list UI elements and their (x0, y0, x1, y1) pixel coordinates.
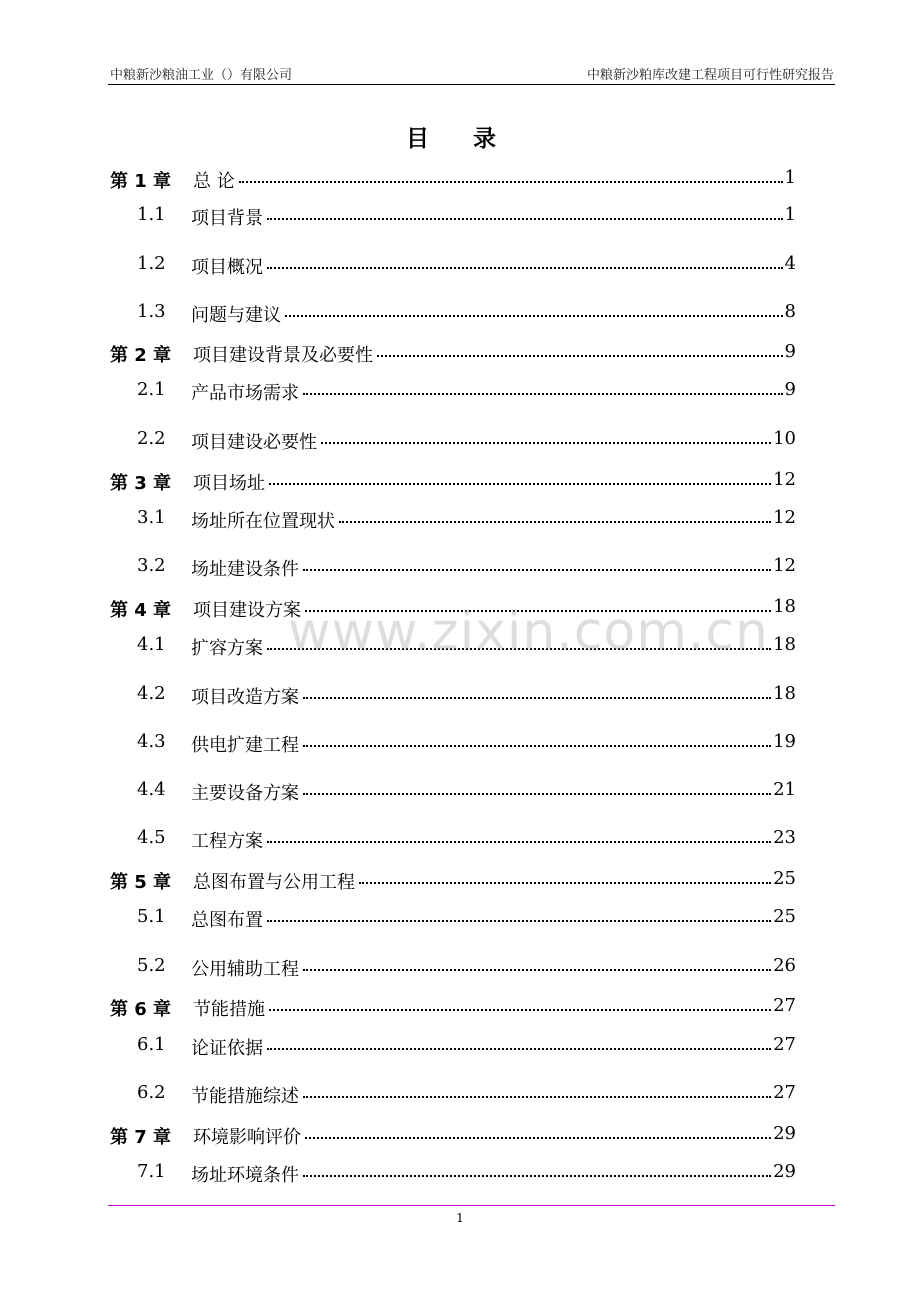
toc-entry-page: 18 (773, 683, 796, 704)
toc-entry-5.2[interactable] (0, 955, 920, 981)
toc-entry-6.1[interactable] (0, 1034, 920, 1060)
toc-dot-leader (267, 841, 771, 843)
toc-dot-leader (321, 442, 771, 444)
toc-entry-ch5[interactable] (0, 868, 920, 894)
toc-entry-page: 12 (773, 507, 796, 528)
toc-entry-page: 18 (773, 634, 796, 655)
toc-title: 目 录 (405, 126, 514, 152)
toc-entry-5.1[interactable] (0, 906, 920, 932)
toc-entry-number: 3.1 (137, 507, 166, 528)
toc-entry-page: 27 (773, 1082, 796, 1103)
toc-entry-page: 27 (773, 995, 796, 1016)
toc-entry-page: 1 (784, 204, 796, 225)
toc-dot-leader (303, 745, 771, 747)
toc-entry-label: 项目建设必要性 (191, 432, 317, 453)
toc-dot-leader (303, 393, 783, 395)
toc-dot-leader (303, 1096, 771, 1098)
toc-entry-page: 9 (784, 379, 796, 400)
toc-entry-4.5[interactable] (0, 827, 920, 853)
toc-entry-page: 1 (784, 167, 796, 188)
toc-dot-leader (303, 793, 771, 795)
toc-entry-number: 第 1 章 (110, 171, 172, 192)
toc-entry-3.1[interactable] (0, 507, 920, 533)
toc-entry-page: 29 (773, 1161, 796, 1182)
toc-entry-number: 4.1 (137, 634, 166, 655)
toc-entry-page: 19 (773, 731, 796, 752)
toc-entry-ch3[interactable] (0, 469, 920, 495)
toc-entry-label: 场址建设条件 (191, 559, 299, 580)
toc-entry-page: 10 (773, 428, 796, 449)
toc-entry-label: 场址所在位置现状 (191, 511, 335, 532)
page-header-left: 中粮新沙粮油工业（）有限公司 (110, 68, 293, 83)
toc-entry-page: 29 (773, 1123, 796, 1144)
toc-entry-label: 总 论 (193, 171, 235, 192)
toc-entry-page: 9 (784, 341, 796, 362)
toc-entry-number: 第 2 章 (110, 345, 172, 366)
toc-entry-number: 1.2 (137, 253, 166, 274)
toc-entry-page: 26 (773, 955, 796, 976)
toc-entry-4.2[interactable] (0, 683, 920, 709)
toc-entry-1.1[interactable] (0, 204, 920, 230)
toc-entry-label: 总图布置 (191, 910, 263, 931)
toc-entry-label: 主要设备方案 (191, 783, 299, 804)
toc-entry-label: 扩容方案 (191, 638, 263, 659)
toc-entry-label: 项目改造方案 (191, 687, 299, 708)
page-number: 1 (456, 1211, 464, 1225)
toc-entry-4.3[interactable] (0, 731, 920, 757)
toc-entry-label: 场址环境条件 (191, 1165, 299, 1186)
toc-entry-label: 项目建设背景及必要性 (193, 345, 373, 366)
toc-entry-label: 总图布置与公用工程 (193, 872, 355, 893)
toc-dot-leader (239, 181, 783, 183)
toc-dot-leader (359, 882, 771, 884)
toc-entry-label: 项目背景 (191, 208, 263, 229)
toc-dot-leader (269, 483, 771, 485)
toc-entry-label: 项目概况 (191, 257, 263, 278)
toc-entry-4.4[interactable] (0, 779, 920, 805)
toc-entry-number: 5.1 (137, 906, 166, 927)
toc-entry-number: 3.2 (137, 555, 166, 576)
toc-entry-2.2[interactable] (0, 428, 920, 454)
toc-dot-leader (377, 355, 783, 357)
toc-dot-leader (339, 521, 771, 523)
toc-entry-number: 4.2 (137, 683, 166, 704)
toc-dot-leader (305, 1137, 771, 1139)
toc-entry-ch2[interactable] (0, 341, 920, 367)
toc-entry-label: 节能措施 (193, 999, 265, 1020)
toc-dot-leader (285, 315, 783, 317)
toc-entry-page: 23 (773, 827, 796, 848)
toc-dot-leader (303, 569, 771, 571)
toc-dot-leader (267, 267, 783, 269)
toc-entry-number: 2.2 (137, 428, 166, 449)
toc-entry-number: 第 4 章 (110, 600, 172, 621)
toc-entry-label: 产品市场需求 (191, 383, 299, 404)
toc-dot-leader (267, 1048, 771, 1050)
toc-entry-number: 7.1 (137, 1161, 166, 1182)
toc-entry-number: 6.1 (137, 1034, 166, 1055)
toc-entry-number: 1.3 (137, 301, 166, 322)
toc-entry-page: 12 (773, 469, 796, 490)
footer-rule (108, 1205, 835, 1206)
toc-entry-number: 6.2 (137, 1082, 166, 1103)
toc-dot-leader (303, 969, 771, 971)
toc-entry-label: 工程方案 (191, 831, 263, 852)
toc-entry-number: 第 3 章 (110, 473, 172, 494)
toc-dot-leader (267, 218, 783, 220)
toc-entry-label: 公用辅助工程 (191, 959, 299, 980)
toc-entry-number: 4.5 (137, 827, 166, 848)
toc-entry-page: 12 (773, 555, 796, 576)
toc-entry-page: 27 (773, 1034, 796, 1055)
toc-entry-1.2[interactable] (0, 253, 920, 279)
toc-entry-page: 18 (773, 596, 796, 617)
toc-entry-page: 4 (784, 253, 796, 274)
toc-entry-page: 21 (773, 779, 796, 800)
toc-entry-label: 论证依据 (191, 1038, 263, 1059)
toc-entry-ch1[interactable] (0, 167, 920, 193)
toc-entry-number: 4.3 (137, 731, 166, 752)
toc-entry-label: 节能措施综述 (191, 1086, 299, 1107)
toc-entry-label: 项目建设方案 (193, 600, 301, 621)
toc-entry-number: 4.4 (137, 779, 166, 800)
toc-entry-2.1[interactable] (0, 379, 920, 405)
toc-entry-page: 25 (773, 868, 796, 889)
toc-entry-ch6[interactable] (0, 995, 920, 1021)
toc-entry-number: 第 7 章 (110, 1127, 172, 1148)
toc-entry-page: 25 (773, 906, 796, 927)
toc-entry-1.3[interactable] (0, 301, 920, 327)
page-header-right: 中粮新沙粕库改建工程项目可行性研究报告 (586, 68, 834, 83)
toc-entry-ch7[interactable] (0, 1123, 920, 1149)
toc-entry-number: 5.2 (137, 955, 166, 976)
toc-entry-label: 项目场址 (193, 473, 265, 494)
toc-entry-7.1[interactable] (0, 1161, 920, 1187)
toc-dot-leader (269, 1009, 771, 1011)
toc-dot-leader (267, 920, 771, 922)
toc-entry-3.2[interactable] (0, 555, 920, 581)
toc-entry-number: 第 5 章 (110, 872, 172, 893)
toc-entry-number: 1.1 (137, 204, 166, 225)
toc-entry-label: 环境影响评价 (193, 1127, 301, 1148)
toc-entry-page: 8 (784, 301, 796, 322)
toc-dot-leader (303, 1175, 771, 1177)
toc-dot-leader (303, 697, 771, 699)
toc-entry-number: 2.1 (137, 379, 166, 400)
toc-entry-label: 问题与建议 (191, 305, 281, 326)
toc-entry-6.2[interactable] (0, 1082, 920, 1108)
watermark: www.zixin.com.cn (288, 602, 769, 662)
toc-entry-number: 第 6 章 (110, 999, 172, 1020)
toc-entry-label: 供电扩建工程 (191, 735, 299, 756)
